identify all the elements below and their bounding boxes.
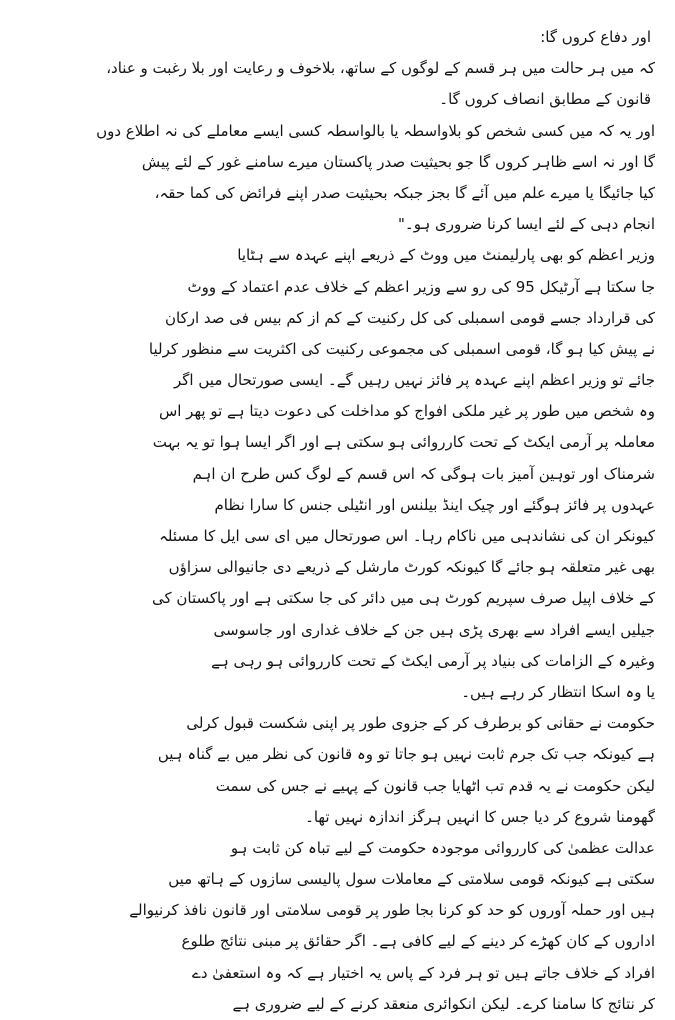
text-line: انجام دہی کے لئے ایسا کرنا ضروری ہو۔"	[398, 215, 655, 234]
handwritten-text-block	[14, 22, 655, 1020]
text-line: جائے تو وزیر اعظم اپنے عہدہ پر فائز نہیں رہیں گے۔ ایسی صورتحال میں اگر	[174, 371, 655, 390]
text-line: لیکن حکومت نے یہ قدم تب اٹھایا جب قانون کے پہیے نے جس کی سمت	[215, 776, 655, 795]
text-line: کے خلاف اپیل صرف سپریم کورٹ ہی میں دائر کی جا سکتی ہے اور پاکستان کی	[152, 589, 655, 608]
text-line: اور یہ کہ میں کسی شخص کو بلاواسطہ یا بالواسطہ کسی ایسے معاملے کی نہ اطلاع دوں	[96, 121, 655, 140]
text-line: سکتی ہے کیونکہ قومی سلامتی کے معاملات سول پالیسی سازوں کے ہاتھ میں	[168, 870, 655, 889]
text-line: کر نتائج کا سامنا کرے۔ لیکن انکوائری منعقد کرنے کے لیے ضروری ہے	[232, 994, 655, 1013]
text-line: شرمناک اور توہین آمیز بات ہوگی کہ اس قسم کے لوگ کس طرح ان اہم	[192, 464, 655, 483]
text-line: گھومنا شروع کر دیا جس کا انہیں ہرگز اندازہ نہیں تھا۔	[305, 807, 655, 826]
text-line: جا سکتا ہے آرٹیکل 95 کی رو سے وزیر اعظم کے خلاف عدم اعتماد کے ووٹ	[187, 277, 655, 296]
text-line: کیونکر ان کی نشاندہی میں ناکام رہا۔ اس صورتحال میں ای سی ایل کا مسئلہ	[159, 527, 655, 545]
text-line: اور دفاع کروں گا:	[540, 28, 651, 46]
text-line: وزیر اعظم کو بھی پارلیمنٹ میں ووٹ کے ذریعے اپنے عہدہ سے ہٹایا	[237, 246, 655, 265]
text-line: وہ شخص میں طور پر غیر ملکی افواج کو مداخلت کی دعوت دیتا ہے تو پھر اس	[158, 402, 655, 421]
text-line: کہ میں ہر حالت میں ہر قسم کے لوگوں کے ساتھ، بلاخوف و رعایت اور بلا رغبت و عناد،	[106, 59, 655, 78]
text-line: معاملہ پر آرمی ایکٹ کے تحت کارروائی ہو سکتی ہے اور اگر ایسا ہوا تو یہ بہت	[152, 433, 655, 452]
text-line: قانون کے مطابق انصاف کروں گا۔	[439, 90, 651, 109]
text-line: افراد کے خلاف جاتے ہیں تو ہر فرد کے پاس یہ اختیار ہے کہ وہ استعفیٰ دے	[192, 963, 655, 982]
text-line: ہیں اور حملہ آوروں کو حد کو کرنا بجا طور پر قومی سلامتی اور قانون نافذ کرنیوالے	[129, 901, 655, 920]
text-line: بھی غیر متعلقہ ہو جائے گا کیونکہ کورٹ مارشل کے ذریعے دی جانیوالی سزاؤں	[168, 558, 655, 577]
text-line: حکومت نے حقانی کو برطرف کر کے جزوی طور پر اپنی شکست قبول کرلی	[186, 714, 655, 733]
text-line: عہدوں پر فائز ہوگئے اور چیک اینڈ بیلنس اور انٹیلی جنس کا سارا نظام	[214, 495, 655, 514]
text-line: عدالت عظمیٰ کی کارروائی موجودہ حکومت کے لیے تباہ کن ثابت ہو	[230, 838, 655, 857]
text-line: گا اور نہ اسے ظاہر کروں گا جو بحیثیت صدر پاکستان میرے سامنے غور کے لئے پیش	[141, 152, 655, 171]
text-line: اداروں کے کان کھڑے کر دینے کے لیے کافی ہے۔ اگر حقائق پر مبنی نتائج طلوع	[181, 932, 655, 951]
text-line: وغیرہ کے الزامات کی بنیاد پر آرمی ایکٹ کے تحت کارروائی ہو رہی ہے	[211, 651, 655, 670]
text-line: کی قرارداد جسے قومی اسمبلی کی کل رکنیت کے کم از کم بیس فی صد ارکان	[165, 308, 655, 327]
text-line: جیلیں ایسے افراد سے بھری پڑی ہیں جن کے خلاف غداری اور جاسوسی	[213, 620, 655, 639]
text-line: ہے کیونکہ جب تک جرم ثابت نہیں ہو جاتا تو وہ قانون کی نظر میں بے گناہ ہیں	[157, 745, 655, 764]
text-line: نے پیش کیا ہو گا، قومی اسمبلی کی مجموعی رکنیت کی اکثریت سے منظور کرلیا	[148, 339, 655, 358]
text-line: یا وہ اسکا انتظار کر رہے ہیں۔	[461, 682, 655, 701]
text-line: کیا جائیگا یا میرے علم میں آئے گا بجز جبکہ بحیثیت صدر اپنے فرائض کی کما حقہ،	[154, 183, 655, 202]
